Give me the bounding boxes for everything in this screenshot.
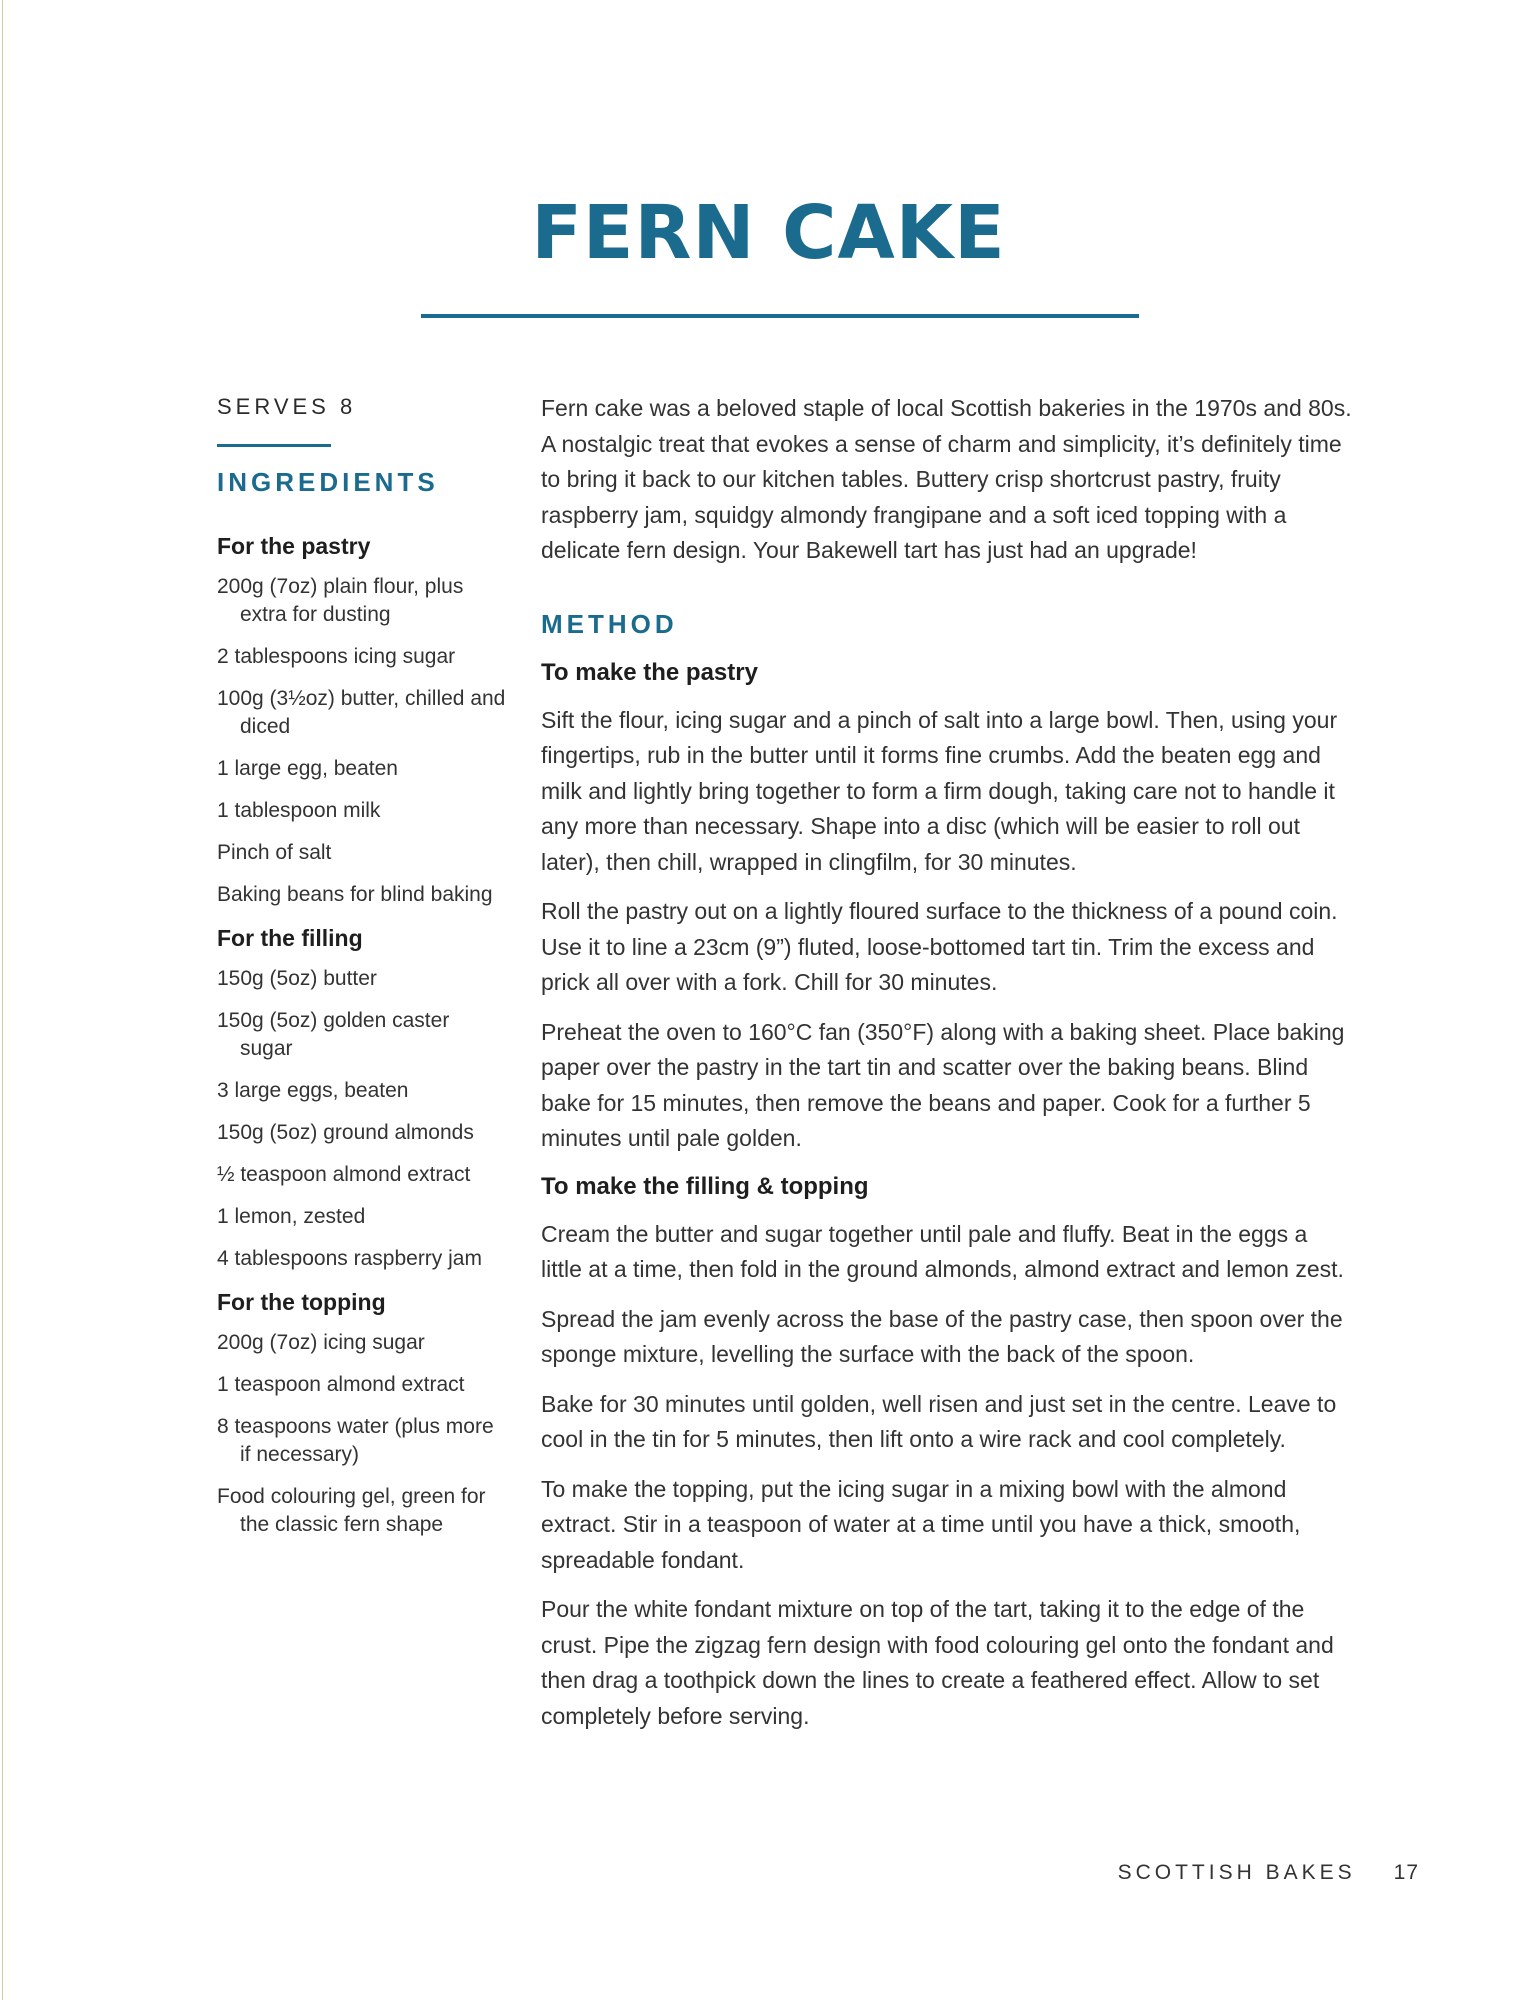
ingredient-item: 200g (7oz) plain flour, plus extra for dusting — [217, 575, 464, 626]
ingredient-group — [217, 923, 507, 1273]
ingredient-item: 100g (3½oz) butter, chilled and diced — [217, 687, 506, 738]
method-paragraph: Roll the pastry out on a lightly floured surface to the thickness of a pound coin. Use it to line a 23cm (9”) fluted, loose-bottomed tart tin. Trim the excess and prick all over with a fork. Chill for 30 minutes. — [541, 898, 1338, 995]
title-divider — [421, 314, 1139, 318]
method-paragraph: Bake for 30 minutes until golden, well risen and just set in the centre. Leave to cool in the tin for 5 minutes, then lift onto a wire rack and cool completely. — [541, 1390, 1337, 1452]
ingredient-item: 1 large egg, beaten — [217, 757, 398, 780]
page-edge-line — [2, 0, 3, 2000]
method-sections — [541, 657, 1353, 1735]
serves-divider — [217, 444, 331, 447]
ingredient-item: 1 tablespoon milk — [217, 799, 381, 822]
serves-label: SERVES 8 — [217, 394, 357, 419]
ingredients-heading: INGREDIENTS — [217, 467, 439, 497]
method-column — [541, 391, 1353, 1748]
method-subheading: To make the pastry — [541, 658, 758, 686]
ingredient-item: 4 tablespoons raspberry jam — [217, 1247, 482, 1270]
ingredient-item: 1 teaspoon almond extract — [217, 1373, 465, 1396]
ingredient-item: ½ teaspoon almond extract — [217, 1163, 471, 1186]
method-heading: METHOD — [541, 608, 678, 639]
ingredient-item: Baking beans for blind baking — [217, 883, 493, 906]
ingredient-item: Pinch of salt — [217, 841, 332, 864]
ingredient-group — [217, 531, 507, 909]
intro-paragraph: Fern cake was a beloved staple of local Scottish bakeries in the 1970s and 80s. A nostalgic treat that evokes a sense of charm and simplicity, it’s definitely time to bring it back to our kitchen tables. Buttery crisp shortcrust pastry, fruity raspberry jam, squidgy almondy frangipane and a soft iced topping with a delicate fern design. Your Bakewell tart has just had an upgrade! — [541, 395, 1352, 563]
ingredients-column — [217, 392, 507, 1553]
ingredient-item: 3 large eggs, beaten — [217, 1079, 409, 1102]
ingredient-item: Food colouring gel, green for the classic fern shape — [217, 1485, 486, 1536]
ingredient-item: 150g (5oz) butter — [217, 967, 377, 990]
ingredient-item: 2 tablespoons icing sugar — [217, 645, 456, 668]
method-paragraph: Cream the butter and sugar together until pale and fluffy. Beat in the eggs a little at a time, then fold in the ground almonds, almond extract and lemon zest. — [541, 1220, 1344, 1282]
method-paragraph: Preheat the oven to 160°C fan (350°F) along with a baking sheet. Place baking paper over the pastry in the tart tin and scatter over the baking beans. Blind bake for 15 minutes, then remove the beans and paper. Cook for a further 5 minutes until pale golden. — [541, 1018, 1345, 1151]
ingredient-group — [217, 1287, 507, 1539]
page-footer — [1118, 1858, 1419, 1888]
ingredient-item: 1 lemon, zested — [217, 1205, 366, 1228]
ingredient-item: 200g (7oz) icing sugar — [217, 1331, 425, 1354]
page-title: FERN CAKE — [531, 190, 1006, 276]
method-paragraph: To make the topping, put the icing sugar in a mixing bowl with the almond extract. Stir in a teaspoon of water at a time until you have a thick, smooth, spreadable fondant. — [541, 1475, 1301, 1573]
method-paragraph: Sift the flour, icing sugar and a pinch of salt into a large bowl. Then, using your fingertips, rub in the butter until it forms fine crumbs. Add the beaten egg and milk and lightly bring together to form a firm dough, taking care not to handle it any more than necessary. Shape into a disc (which will be easier to roll out later), then chill, wrapped in clingfilm, for 30 minutes. — [541, 706, 1338, 875]
ingredient-group-title: For the pastry — [217, 533, 371, 559]
ingredient-item: 150g (5oz) ground almonds — [217, 1121, 474, 1144]
method-paragraph: Pour the white fondant mixture on top of the tart, taking it to the edge of the crust. Pipe the zigzag fern design with food colouring gel onto the fondant and then drag a toothpick down the lines to create a feathered effect. Allow to set completely before serving. — [541, 1596, 1334, 1729]
footer-section-title: SCOTTISH BAKES — [1117, 1861, 1356, 1884]
ingredient-item: 150g (5oz) golden caster sugar — [217, 1009, 450, 1060]
method-subheading: To make the filling & topping — [541, 1172, 869, 1200]
ingredient-item: 8 teaspoons water (plus more if necessary) — [217, 1415, 494, 1466]
method-paragraph: Spread the jam evenly across the base of the pastry case, then spoon over the sponge mixture, levelling the surface with the back of the spoon. — [541, 1305, 1343, 1367]
ingredient-groups — [217, 531, 507, 1539]
page-number: 17 — [1393, 1861, 1419, 1884]
ingredient-group-title: For the filling — [217, 925, 363, 951]
ingredient-group-title: For the topping — [217, 1289, 386, 1315]
